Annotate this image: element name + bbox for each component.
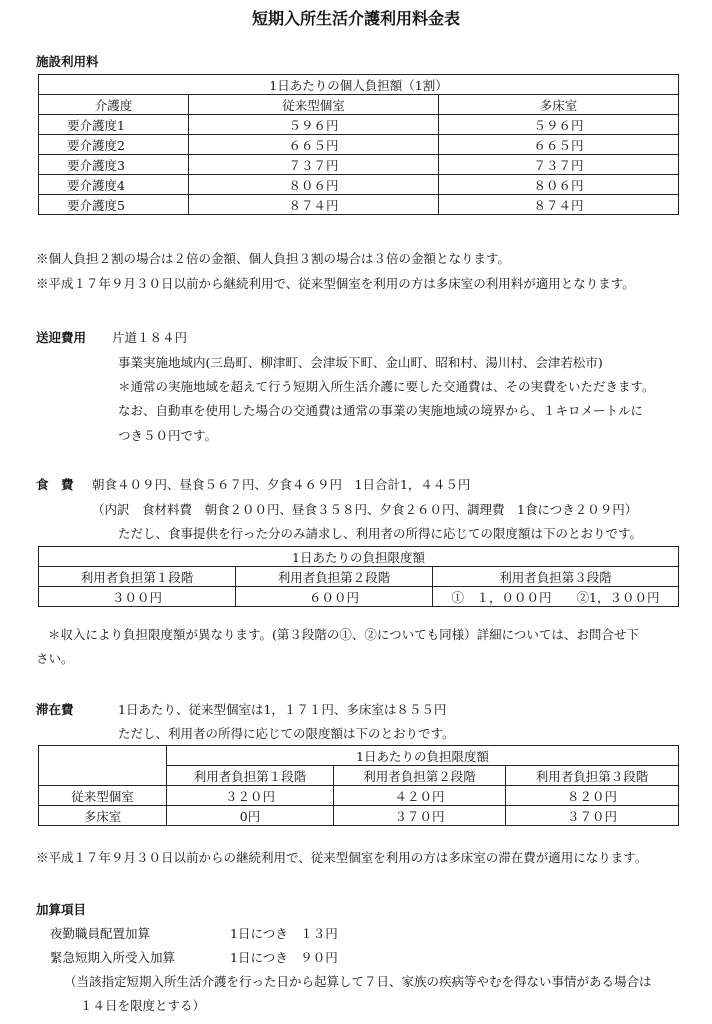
stay-limit-table <box>38 745 679 826</box>
meals-note-1: ＊収入により負担限度額が異なります。(第３段階の①、②についても同様）詳細については、お問合せ下 <box>48 627 639 642</box>
care-level-cell: 要介護度3 <box>39 155 189 175</box>
multi-bed-fee: ５９６円 <box>439 115 679 135</box>
stage-2-limit: ６００円 <box>236 587 433 607</box>
private-room-fee: ５９６円 <box>189 115 439 135</box>
meals-heading: 食 費 <box>36 477 74 492</box>
header-stage-2: 利用者負担第２段階 <box>236 567 433 587</box>
private-room-fee: ７３７円 <box>189 155 439 175</box>
room-type-cell: 従来型個室 <box>39 786 167 806</box>
care-level-cell: 要介護度1 <box>39 115 189 135</box>
table-row <box>39 175 679 195</box>
header-private-room: 従来型個室 <box>189 95 439 115</box>
facility-note-2: ※平成１７年９月３０日以前から継続利用で、従来型個室を利用の方は多床室の利用料が適用となります。 <box>36 276 635 291</box>
stage-1-limit: 0円 <box>167 806 334 826</box>
stay-table-caption: 1日あたりの負担限度額 <box>167 746 679 766</box>
table-row <box>39 587 679 607</box>
stay-heading: 滞在費 <box>36 702 74 717</box>
meals-note-2: さい。 <box>36 651 74 666</box>
transport-fare: 片道１８４円 <box>112 330 188 345</box>
addition-label: 夜勤職員配置加算 <box>50 926 151 941</box>
private-room-fee: ８７４円 <box>189 195 439 215</box>
transport-line-3: つき５０円です。 <box>118 428 218 443</box>
private-room-fee: ６６５円 <box>189 135 439 155</box>
table-row <box>39 155 679 175</box>
blank-corner-cell <box>39 746 167 786</box>
care-level-cell: 要介護度5 <box>39 195 189 215</box>
stay-summary: 1日あたり、従来型個室は1，１７１円、多床室は８５５円 <box>118 702 447 717</box>
addition-value: 1日につき ９０円 <box>230 950 338 965</box>
table-row <box>39 786 679 806</box>
meals-limit-table <box>38 546 679 607</box>
table-row <box>39 135 679 155</box>
header-care-level: 介護度 <box>39 95 189 115</box>
multi-bed-fee: ８７４円 <box>439 195 679 215</box>
header-stage-3: 利用者負担第３段階 <box>433 567 679 587</box>
header-stage-1: 利用者負担第１段階 <box>167 766 334 786</box>
transport-line-1: ＊通常の実施地域を超えて行う短期入所生活介護に要した交通費は、その実費をいただきます。 <box>118 379 655 394</box>
addition-value: 1日につき １３円 <box>230 926 338 941</box>
stage-1-limit: ３２０円 <box>167 786 334 806</box>
table-row <box>39 115 679 135</box>
facility-table-caption: 1日あたりの個人負担額（1割） <box>39 75 679 95</box>
facility-heading: 施設利用料 <box>36 54 99 69</box>
multi-bed-fee: ７３７円 <box>439 155 679 175</box>
stage-2-limit: ４２０円 <box>334 786 506 806</box>
stage-2-limit: ３７０円 <box>334 806 506 826</box>
additions-note-2: １４日を限度とする） <box>80 998 206 1013</box>
header-stage-3: 利用者負担第３段階 <box>506 766 679 786</box>
facility-note-1: ※個人負担２割の場合は２倍の金額、個人負担３割の場合は３倍の金額となります。 <box>36 251 511 266</box>
header-multi-bed-room: 多床室 <box>439 95 679 115</box>
stage-3-limit: ① １，０００円 ②1，３００円 <box>433 587 679 607</box>
transport-line-2: なお、自動車を使用した場合の交通費は通常の事業の実施地域の境界から、１キロメートルに <box>118 403 644 418</box>
stage-3-limit: ３７０円 <box>506 806 679 826</box>
stay-note: ※平成１７年９月３０日以前からの継続利用で、従来型個室を利用の方は多床室の滞在費が適用になります。 <box>36 850 648 865</box>
meals-breakdown: （内訳 食材料費 朝食２００円、昼食３５８円、夕食２６０円、調理費 1食につき２０９円） <box>92 502 638 517</box>
transport-heading: 送迎費用 <box>36 330 87 345</box>
table-row <box>39 806 679 826</box>
meals-condition: ただし、食事提供を行った分のみ請求し、利用者の所得に応じての限度額は下のとおりです。 <box>118 526 643 541</box>
private-room-fee: ８０６円 <box>189 175 439 195</box>
page-title: 短期入所生活介護利用料金表 <box>251 9 460 28</box>
meals-table-caption: 1日あたりの負担限度額 <box>39 547 679 567</box>
care-level-cell: 要介護度4 <box>39 175 189 195</box>
multi-bed-fee: ６６５円 <box>439 135 679 155</box>
additions-heading: 加算項目 <box>36 902 87 917</box>
facility-fee-table <box>38 74 679 215</box>
additions-note-1: （当該指定短期入所生活介護を行った日から起算して７日、家族の疾病等やむを得ない事情がある場合は <box>64 974 652 989</box>
table-row <box>39 195 679 215</box>
stage-3-limit: ８２０円 <box>506 786 679 806</box>
header-stage-2: 利用者負担第２段階 <box>334 766 506 786</box>
header-stage-1: 利用者負担第１段階 <box>39 567 236 587</box>
room-type-cell: 多床室 <box>39 806 167 826</box>
care-level-cell: 要介護度2 <box>39 135 189 155</box>
multi-bed-fee: ８０６円 <box>439 175 679 195</box>
stage-1-limit: ３００円 <box>39 587 236 607</box>
stay-condition: ただし、利用者の所得に応じての限度額は下のとおりです。 <box>118 726 455 741</box>
meals-summary: 朝食４０９円、昼食５６７円、夕食４６９円 1日合計1，４４５円 <box>92 477 471 492</box>
transport-area: 事業実施地域内(三島町、柳津町、会津坂下町、金山町、昭和村、湯川村、会津若松市) <box>118 355 603 370</box>
addition-label: 緊急短期入所受入加算 <box>50 950 176 965</box>
